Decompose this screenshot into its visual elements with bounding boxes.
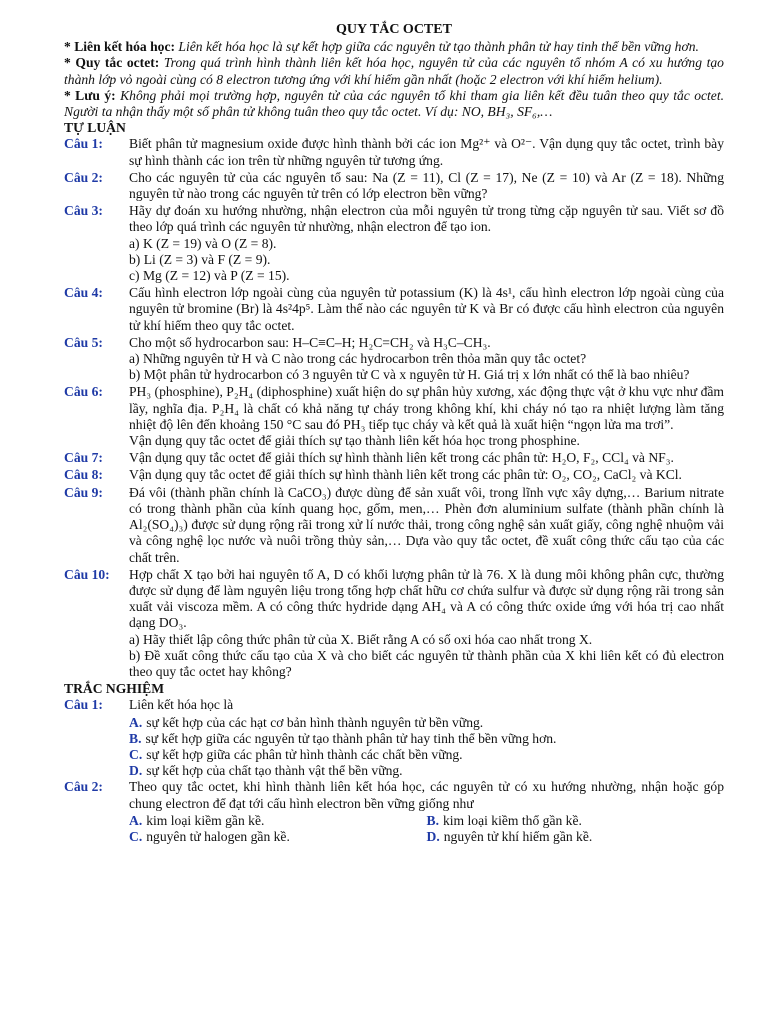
question-number: Câu 7: <box>64 450 103 466</box>
option-a[interactable]: A. sự kết hợp của các hạt cơ bản hình thành nguyên tử bền vững. <box>129 714 484 730</box>
question-number: Câu 9: <box>64 484 103 500</box>
question-number: Câu 1: <box>64 136 103 152</box>
essay-question: Câu 2: Cho các nguyên tử của các nguyên tố sau: Na (Z = 11), Cl (Z = 17), Ne (Z = 10) và Ar (Z = 18). Những nguyên tử nào trong các nguyên tử trên có lớp electron bền vững? <box>64 169 724 202</box>
essay-question: Câu 3: Hãy dự đoán xu hướng nhường, nhận electron của mỗi nguyên tử trong từng cặp nguyên tử sau. Viết sơ đồ theo lớp quá trình các nguyên tử nhường, nhận electron để tạo ion. a) K (Z = 19) và O (Z = 8). b) Li (Z = 3) và F (Z = 9). c) Mg (Z = 12) và P (Z = 15). <box>64 203 724 284</box>
question-stem: Liên kết hóa học là <box>129 697 234 713</box>
essay-question: Câu 7: Vận dụng quy tắc octet để giải thích sự hình thành liên kết trong các phân tử: H₂O, F₂, CCl₄ và NF₃. <box>64 450 674 466</box>
intro-octet-rule: * Quy tắc octet: Trong quá trình hình thành liên kết hóa học, nguyên tử của các nguyên tố nhóm A có xu hướng tạo thành lớp vỏ ngoài cùng có 8 electron tương ứng với khí hiếm gần nhất (hoặc 2 electron với khí hiếm helium). <box>64 55 724 87</box>
mc-options <box>129 715 724 780</box>
option-d[interactable]: D. sự kết hợp của chất tạo thành vật thể bền vững. <box>129 763 403 779</box>
intro-section <box>64 39 724 120</box>
option-c[interactable]: C. sự kết hợp giữa các phân tử hình thành các chất bền vững. <box>129 746 463 762</box>
mc-options <box>129 813 724 845</box>
question-number: Câu 3: <box>64 203 103 219</box>
essay-question: Câu 5: Cho một số hydrocarbon sau: H–C≡C–H; H₂C=CH₂ và H₃C–CH₃. a) Những nguyên tử H và C nào trong các hydrocarbon trên thỏa mãn quy tắc octet? b) Một phân tử hydrocarbon có 3 nguyên tử C và x nguyên tử H. Giá trị x lớn nhất có thể là bao nhiêu? <box>64 334 690 383</box>
question-number: Câu 2: <box>64 169 103 185</box>
document-page <box>64 22 724 845</box>
intro-bonding: * Liên kết hóa học: Liên kết hóa học là sự kết hợp giữa các nguyên tử tạo thành phân tử hay tinh thể bền vững hơn. <box>64 39 699 55</box>
mc-question <box>64 779 724 811</box>
option-c[interactable]: C. nguyên tử halogen gần kề. <box>129 828 290 844</box>
essay-question: Câu 10: Hợp chất X tạo bởi hai nguyên tố A, D có khối lượng phân tử là 76. X là dung môi không phân cực, thường được sử dụng để làm nguyên liệu trong tổng hợp chất hữu cơ chứa sulfur và được sử dụng rộng rãi trong sản xuất vải viscoza mềm. A có công thức hydride dạng AH₄ và A có công thức oxide ứng với hóa trị cao nhất dạng DO₃. a) Hãy thiết lập công thức phân tử của X. Biết rằng A có số oxi hóa cao nhất trong X. b) Đề xuất công thức cấu tạo của X và cho biết các nguyên tử thành phần của X khi liên kết có đủ electron theo quy tắc octet hay không? <box>64 566 724 679</box>
essay-question: Câu 9: Đá vôi (thành phần chính là CaCO₃) được dùng để sản xuất vôi, trong lĩnh vực xây dựng,… Barium nitrate có trong thành phần của kính quang học, gốm, men,… Phèn đơn aluminium sulfate (thành phần chính là Al₂(SO₄)₃) được sử dụng rộng rãi trong xử lí nước thải, trong công nghệ sản xuất giấy, công nghệ nhuộm vải và công nghệ lọc nước và nuôi trồng thủy sản,… Dựa vào quy tắc octet, đề xuất công thức cấu tạo của các chất trên. <box>64 484 724 565</box>
question-number: Câu 8: <box>64 467 103 483</box>
essay-question: Câu 4: Cấu hình electron lớp ngoài cùng của nguyên tử potassium (K) là 4s¹, cấu hình electron lớp ngoài cùng của nguyên tử bromine (Br) là 4s²4p⁵. Làm thế nào các nguyên tử K và Br có được cấu hình electron của nguyên tử khí hiếm theo quy tắc octet. <box>64 285 724 333</box>
page-title: QUY TẮC OCTET <box>336 22 452 37</box>
question-number: Câu 6: <box>64 384 103 400</box>
question-stem: Theo quy tắc octet, khi hình thành liên kết hóa học, các nguyên tử có xu hướng nhường, nhận hoặc góp chung electron để đạt tới cấu hình electron bền vững giống như <box>129 779 724 811</box>
essay-question: Câu 1: Biết phân tử magnesium oxide được hình thành bởi các ion Mg²⁺ và O²⁻. Vận dụng quy tắc octet, trình bày sự hình thành các ion trên từ những nguyên tử tương ứng. <box>64 136 724 168</box>
option-a[interactable]: A. kim loại kiềm gần kề. <box>129 812 265 828</box>
option-d[interactable]: D. nguyên tử khí hiếm gần kề. <box>426 828 593 844</box>
option-b[interactable]: B. sự kết hợp giữa các nguyên tử tạo thành phân tử hay tinh thể bền vững hơn. <box>129 730 557 746</box>
mc-question <box>64 697 724 713</box>
essay-question: Câu 8: Vận dụng quy tắc octet để giải thích sự hình thành liên kết trong các phân tử: O₂, CO₂, CaCl₂ và KCl. <box>64 467 682 483</box>
question-number: Câu 10: <box>64 566 110 582</box>
multiple-choice-heading: TRẮC NGHIỆM <box>64 681 165 697</box>
option-b[interactable]: B. kim loại kiềm thổ gần kề. <box>426 812 582 828</box>
question-number: Câu 2: <box>64 779 103 795</box>
intro-note: * Lưu ý: Không phải mọi trường hợp, nguyên tử của các nguyên tố khi tham gia liên kết đều tuân theo quy tắc octet. Người ta nhận thấy một số phân tử không tuân theo quy tắc octet. Ví dụ: NO, BH₃, SF₆,… <box>64 87 725 120</box>
essay-heading: TỰ LUẬN <box>64 120 126 136</box>
question-number: Câu 5: <box>64 334 103 350</box>
essay-question: Câu 6: PH₃ (phosphine), P₂H₄ (diphosphine) xuất hiện do sự phân hủy xương, xác động thực vật ở khu vực như đầm lầy, nghĩa địa. P₂H₄ là chất có khả năng tự cháy trong không khí, khi cháy nó tạo ra nhiệt lượng làm tăng nhiệt độ lên đến khoảng 150 °C sau đó PH₃ tiếp tục cháy và kết quả là xuất hiện “ngọn lửa ma trơi”. Vận dụng quy tắc octet để giải thích sự tạo thành liên kết hóa học trong phosphine. <box>64 384 724 449</box>
question-number: Câu 4: <box>64 285 103 301</box>
question-number: Câu 1: <box>64 697 103 713</box>
